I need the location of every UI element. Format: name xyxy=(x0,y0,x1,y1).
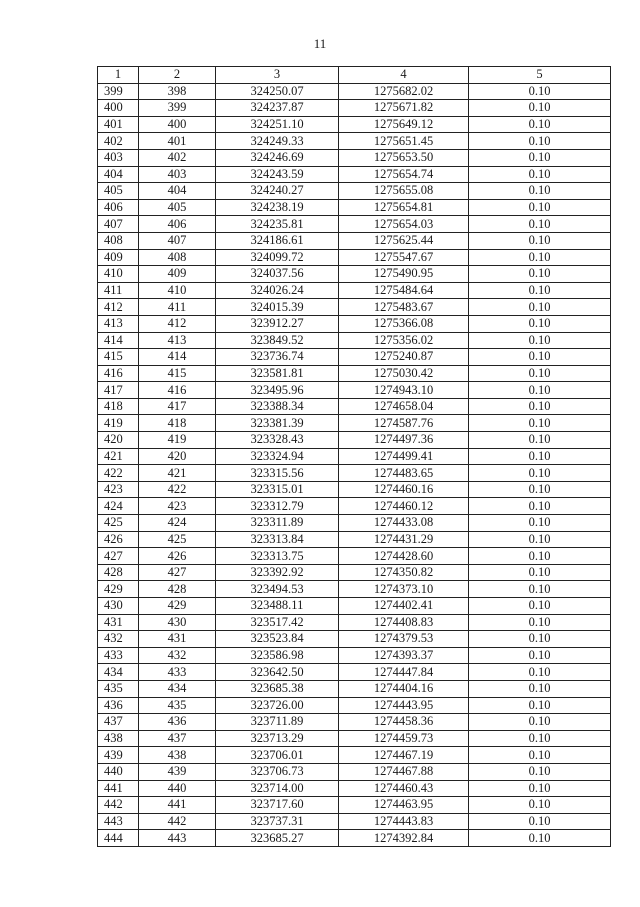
table-cell-col5: 0.10 xyxy=(469,780,611,797)
table-row xyxy=(98,232,611,249)
table-cell-col4: 1275649.12 xyxy=(339,116,469,133)
table-cell-col1: 417 xyxy=(98,382,139,399)
table-row xyxy=(98,730,611,747)
table-cell-col4: 1275240.87 xyxy=(339,349,469,366)
page-number: 11 xyxy=(313,36,327,51)
table-cell-col2: 407 xyxy=(139,232,216,249)
table-row xyxy=(98,631,611,648)
table-cell-col2: 439 xyxy=(139,763,216,780)
table-cell-col2: 402 xyxy=(139,149,216,166)
table-cell-col5: 0.10 xyxy=(469,664,611,681)
table-row xyxy=(98,481,611,498)
table-row xyxy=(98,199,611,216)
table-cell-col1: 416 xyxy=(98,365,139,382)
table-cell-col5: 0.10 xyxy=(469,133,611,150)
table-row xyxy=(98,315,611,332)
table-row xyxy=(98,133,611,150)
table-cell-col4: 1274658.04 xyxy=(339,398,469,415)
table-cell-col4: 1274433.08 xyxy=(339,515,469,532)
table-cell-col5: 0.10 xyxy=(469,216,611,233)
table-cell-col5: 0.10 xyxy=(469,315,611,332)
table-row xyxy=(98,365,611,382)
table-row xyxy=(98,382,611,399)
table-cell-col2: 438 xyxy=(139,747,216,764)
table-cell-col2: 419 xyxy=(139,432,216,449)
table-cell-col4: 1274402.41 xyxy=(339,598,469,615)
table-cell-col5: 0.10 xyxy=(469,183,611,200)
table-row xyxy=(98,465,611,482)
table-cell-col3: 323313.75 xyxy=(216,548,339,565)
table-cell-col3: 323726.00 xyxy=(216,697,339,714)
table-cell-col3: 324251.10 xyxy=(216,116,339,133)
table-row xyxy=(98,830,611,847)
table-cell-col1: 411 xyxy=(98,282,139,299)
table-cell-col4: 1274443.95 xyxy=(339,697,469,714)
table-row xyxy=(98,282,611,299)
table-cell-col5: 0.10 xyxy=(469,531,611,548)
table-cell-col4: 1274404.16 xyxy=(339,680,469,697)
table-cell-col5: 0.10 xyxy=(469,415,611,432)
table-cell-col4: 1275356.02 xyxy=(339,332,469,349)
table-cell-col5: 0.10 xyxy=(469,116,611,133)
table-cell-col1: 443 xyxy=(98,813,139,830)
table-row xyxy=(98,581,611,598)
table-body xyxy=(98,83,611,846)
table-row xyxy=(98,266,611,283)
table-cell-col1: 436 xyxy=(98,697,139,714)
table-cell-col1: 431 xyxy=(98,614,139,631)
table-row xyxy=(98,432,611,449)
table-cell-col3: 323392.92 xyxy=(216,564,339,581)
table-cell-col5: 0.10 xyxy=(469,581,611,598)
table-cell-col1: 444 xyxy=(98,830,139,847)
table-cell-col3: 323714.00 xyxy=(216,780,339,797)
table-cell-col2: 423 xyxy=(139,498,216,515)
table-row xyxy=(98,714,611,731)
table-cell-col2: 432 xyxy=(139,647,216,664)
table-cell-col3: 324186.61 xyxy=(216,232,339,249)
table-row xyxy=(98,448,611,465)
table-row xyxy=(98,647,611,664)
table-cell-col5: 0.10 xyxy=(469,830,611,847)
table-cell-col2: 429 xyxy=(139,598,216,615)
table-cell-col1: 412 xyxy=(98,299,139,316)
table-cell-col3: 324237.87 xyxy=(216,100,339,117)
table-cell-col3: 323912.27 xyxy=(216,315,339,332)
table-cell-col5: 0.10 xyxy=(469,282,611,299)
table-cell-col5: 0.10 xyxy=(469,730,611,747)
table-cell-col2: 443 xyxy=(139,830,216,847)
table-row xyxy=(98,415,611,432)
table-cell-col2: 408 xyxy=(139,249,216,266)
table-cell-col3: 323313.84 xyxy=(216,531,339,548)
table-row xyxy=(98,780,611,797)
table-cell-col1: 419 xyxy=(98,415,139,432)
table-cell-col3: 324238.19 xyxy=(216,199,339,216)
table-cell-col4: 1275483.67 xyxy=(339,299,469,316)
table-cell-col3: 323586.98 xyxy=(216,647,339,664)
table-row xyxy=(98,216,611,233)
table-cell-col3: 324250.07 xyxy=(216,83,339,100)
table-cell-col3: 323328.43 xyxy=(216,432,339,449)
table-cell-col1: 425 xyxy=(98,515,139,532)
table-cell-col5: 0.10 xyxy=(469,100,611,117)
table-cell-col5: 0.10 xyxy=(469,763,611,780)
table-row xyxy=(98,747,611,764)
table-cell-col5: 0.10 xyxy=(469,697,611,714)
table-cell-col4: 1274373.10 xyxy=(339,581,469,598)
table-cell-col1: 437 xyxy=(98,714,139,731)
table-cell-col4: 1274350.82 xyxy=(339,564,469,581)
table-cell-col2: 418 xyxy=(139,415,216,432)
table-cell-col2: 399 xyxy=(139,100,216,117)
table-cell-col1: 407 xyxy=(98,216,139,233)
table-cell-col2: 416 xyxy=(139,382,216,399)
table-cell-col2: 426 xyxy=(139,548,216,565)
table-cell-col3: 323495.96 xyxy=(216,382,339,399)
table-cell-col5: 0.10 xyxy=(469,647,611,664)
table-cell-col5: 0.10 xyxy=(469,548,611,565)
table-cell-col1: 440 xyxy=(98,763,139,780)
table-cell-col3: 323849.52 xyxy=(216,332,339,349)
table-cell-col1: 435 xyxy=(98,680,139,697)
table-cell-col4: 1275671.82 xyxy=(339,100,469,117)
table-cell-col3: 323717.60 xyxy=(216,797,339,814)
table-row xyxy=(98,166,611,183)
table-cell-col3: 323315.01 xyxy=(216,481,339,498)
table-cell-col3: 323737.31 xyxy=(216,813,339,830)
table-cell-col5: 0.10 xyxy=(469,266,611,283)
table-cell-col5: 0.10 xyxy=(469,797,611,814)
table-cell-col3: 323706.73 xyxy=(216,763,339,780)
table-cell-col3: 323711.89 xyxy=(216,714,339,731)
table-cell-col4: 1274943.10 xyxy=(339,382,469,399)
table-cell-col3: 323517.42 xyxy=(216,614,339,631)
table-cell-col5: 0.10 xyxy=(469,349,611,366)
table-cell-col1: 405 xyxy=(98,183,139,200)
table-row xyxy=(98,797,611,814)
table-cell-col2: 437 xyxy=(139,730,216,747)
table-cell-col5: 0.10 xyxy=(469,166,611,183)
table-cell-col2: 409 xyxy=(139,266,216,283)
table-cell-col2: 411 xyxy=(139,299,216,316)
table-row xyxy=(98,697,611,714)
table-cell-col5: 0.10 xyxy=(469,680,611,697)
table-cell-col5: 0.10 xyxy=(469,232,611,249)
table-cell-col1: 439 xyxy=(98,747,139,764)
table-cell-col3: 323312.79 xyxy=(216,498,339,515)
table-cell-col2: 427 xyxy=(139,564,216,581)
table-cell-col4: 1275366.08 xyxy=(339,315,469,332)
table-cell-col2: 428 xyxy=(139,581,216,598)
table-cell-col1: 401 xyxy=(98,116,139,133)
table-cell-col5: 0.10 xyxy=(469,398,611,415)
table-cell-col1: 421 xyxy=(98,448,139,465)
table-cell-col4: 1275625.44 xyxy=(339,232,469,249)
table-cell-col4: 1274467.19 xyxy=(339,747,469,764)
table-cell-col4: 1274497.36 xyxy=(339,432,469,449)
table-cell-col1: 438 xyxy=(98,730,139,747)
table-cell-col3: 323388.34 xyxy=(216,398,339,415)
table-cell-col1: 408 xyxy=(98,232,139,249)
table-cell-col5: 0.10 xyxy=(469,249,611,266)
table-cell-col1: 420 xyxy=(98,432,139,449)
table-cell-col4: 1274393.37 xyxy=(339,647,469,664)
table-row xyxy=(98,83,611,100)
table-cell-col3: 323311.89 xyxy=(216,515,339,532)
table-cell-col5: 0.10 xyxy=(469,199,611,216)
table-cell-col4: 1275490.95 xyxy=(339,266,469,283)
table-cell-col5: 0.10 xyxy=(469,432,611,449)
table-cell-col2: 436 xyxy=(139,714,216,731)
table-cell-col2: 403 xyxy=(139,166,216,183)
table-cell-col1: 441 xyxy=(98,780,139,797)
table-cell-col5: 0.10 xyxy=(469,332,611,349)
table-cell-col3: 324246.69 xyxy=(216,149,339,166)
table-row xyxy=(98,116,611,133)
table-cell-col5: 0.10 xyxy=(469,515,611,532)
table-cell-col4: 1275654.74 xyxy=(339,166,469,183)
table-cell-col2: 424 xyxy=(139,515,216,532)
table-cell-col2: 435 xyxy=(139,697,216,714)
table-cell-col4: 1275651.45 xyxy=(339,133,469,150)
table-cell-col3: 324037.56 xyxy=(216,266,339,283)
table-cell-col5: 0.10 xyxy=(469,747,611,764)
table-cell-col3: 323324.94 xyxy=(216,448,339,465)
table-cell-col1: 415 xyxy=(98,349,139,366)
table-cell-col5: 0.10 xyxy=(469,813,611,830)
table-cell-col2: 415 xyxy=(139,365,216,382)
table-cell-col4: 1274408.83 xyxy=(339,614,469,631)
table-cell-col3: 323494.53 xyxy=(216,581,339,598)
table-cell-col4: 1275655.08 xyxy=(339,183,469,200)
table-cell-col2: 425 xyxy=(139,531,216,548)
table-cell-col1: 429 xyxy=(98,581,139,598)
table-cell-col1: 409 xyxy=(98,249,139,266)
table-cell-col4: 1274460.16 xyxy=(339,481,469,498)
table-row xyxy=(98,598,611,615)
table-cell-col1: 406 xyxy=(98,199,139,216)
table-cell-col2: 440 xyxy=(139,780,216,797)
table-cell-col2: 405 xyxy=(139,199,216,216)
table-cell-col1: 403 xyxy=(98,149,139,166)
table-cell-col1: 422 xyxy=(98,465,139,482)
table-cell-col4: 1274447.84 xyxy=(339,664,469,681)
table-cell-col3: 323381.39 xyxy=(216,415,339,432)
table-cell-col1: 399 xyxy=(98,83,139,100)
table-cell-col2: 434 xyxy=(139,680,216,697)
table-cell-col5: 0.10 xyxy=(469,299,611,316)
table-cell-col4: 1275030.42 xyxy=(339,365,469,382)
table-row xyxy=(98,398,611,415)
table-row xyxy=(98,680,611,697)
column-header-3: 3 xyxy=(216,67,339,84)
table-cell-col5: 0.10 xyxy=(469,714,611,731)
table-cell-col2: 410 xyxy=(139,282,216,299)
table-cell-col2: 414 xyxy=(139,349,216,366)
table-cell-col1: 413 xyxy=(98,315,139,332)
table-cell-col3: 324249.33 xyxy=(216,133,339,150)
table-cell-col5: 0.10 xyxy=(469,631,611,648)
table-cell-col2: 431 xyxy=(139,631,216,648)
table-cell-col3: 324015.39 xyxy=(216,299,339,316)
table-cell-col4: 1274458.36 xyxy=(339,714,469,731)
table-cell-col3: 324235.81 xyxy=(216,216,339,233)
table-cell-col2: 442 xyxy=(139,813,216,830)
table-row xyxy=(98,763,611,780)
table-cell-col1: 430 xyxy=(98,598,139,615)
table-row xyxy=(98,548,611,565)
table-cell-col4: 1274459.73 xyxy=(339,730,469,747)
table-row xyxy=(98,349,611,366)
table-row xyxy=(98,664,611,681)
table-cell-col3: 323581.81 xyxy=(216,365,339,382)
table-cell-col4: 1274428.60 xyxy=(339,548,469,565)
table-cell-col1: 428 xyxy=(98,564,139,581)
table-cell-col5: 0.10 xyxy=(469,83,611,100)
table-cell-col5: 0.10 xyxy=(469,614,611,631)
table-cell-col4: 1274467.88 xyxy=(339,763,469,780)
table-cell-col1: 427 xyxy=(98,548,139,565)
table-cell-col4: 1275682.02 xyxy=(339,83,469,100)
table-cell-col3: 323315.56 xyxy=(216,465,339,482)
table-cell-col5: 0.10 xyxy=(469,382,611,399)
table-cell-col4: 1275484.64 xyxy=(339,282,469,299)
table-cell-col3: 323736.74 xyxy=(216,349,339,366)
table-cell-col4: 1274463.95 xyxy=(339,797,469,814)
table-cell-col1: 402 xyxy=(98,133,139,150)
table-cell-col1: 418 xyxy=(98,398,139,415)
column-header-5: 5 xyxy=(469,67,611,84)
table-row xyxy=(98,531,611,548)
table-cell-col2: 433 xyxy=(139,664,216,681)
table-cell-col5: 0.10 xyxy=(469,465,611,482)
table-cell-col5: 0.10 xyxy=(469,481,611,498)
table-cell-col2: 412 xyxy=(139,315,216,332)
column-header-4: 4 xyxy=(339,67,469,84)
table-cell-col2: 420 xyxy=(139,448,216,465)
table-cell-col2: 413 xyxy=(139,332,216,349)
table-cell-col4: 1274587.76 xyxy=(339,415,469,432)
table-cell-col4: 1274443.83 xyxy=(339,813,469,830)
table-row xyxy=(98,332,611,349)
table-cell-col2: 400 xyxy=(139,116,216,133)
table-cell-col2: 404 xyxy=(139,183,216,200)
table-cell-col2: 417 xyxy=(139,398,216,415)
table-cell-col5: 0.10 xyxy=(469,149,611,166)
table-cell-col4: 1274483.65 xyxy=(339,465,469,482)
table-cell-col1: 410 xyxy=(98,266,139,283)
table-cell-col4: 1274379.53 xyxy=(339,631,469,648)
table-cell-col4: 1274431.29 xyxy=(339,531,469,548)
table-cell-col3: 324240.27 xyxy=(216,183,339,200)
table-row xyxy=(98,149,611,166)
table-cell-col2: 406 xyxy=(139,216,216,233)
table-cell-col2: 398 xyxy=(139,83,216,100)
table-header-row xyxy=(98,67,611,84)
table-cell-col3: 323685.27 xyxy=(216,830,339,847)
table-cell-col4: 1274499.41 xyxy=(339,448,469,465)
table-cell-col5: 0.10 xyxy=(469,498,611,515)
table-row xyxy=(98,249,611,266)
table-cell-col4: 1275653.50 xyxy=(339,149,469,166)
table-cell-col3: 323685.38 xyxy=(216,680,339,697)
table-cell-col1: 432 xyxy=(98,631,139,648)
column-header-1: 1 xyxy=(98,67,139,84)
table-cell-col1: 414 xyxy=(98,332,139,349)
table-row xyxy=(98,564,611,581)
table-row xyxy=(98,813,611,830)
table-cell-col3: 323706.01 xyxy=(216,747,339,764)
table-cell-col3: 324026.24 xyxy=(216,282,339,299)
table-cell-col3: 324243.59 xyxy=(216,166,339,183)
table-cell-col1: 424 xyxy=(98,498,139,515)
table-cell-col1: 434 xyxy=(98,664,139,681)
column-header-2: 2 xyxy=(139,67,216,84)
table-cell-col3: 323642.50 xyxy=(216,664,339,681)
table-cell-col2: 421 xyxy=(139,465,216,482)
table-cell-col3: 323713.29 xyxy=(216,730,339,747)
table-cell-col4: 1274460.43 xyxy=(339,780,469,797)
table-row xyxy=(98,515,611,532)
table-cell-col4: 1275654.81 xyxy=(339,199,469,216)
table-cell-col4: 1275654.03 xyxy=(339,216,469,233)
table-cell-col1: 423 xyxy=(98,481,139,498)
table-cell-col1: 442 xyxy=(98,797,139,814)
table-cell-col2: 401 xyxy=(139,133,216,150)
table-row xyxy=(98,498,611,515)
table-cell-col2: 430 xyxy=(139,614,216,631)
table-cell-col3: 323488.11 xyxy=(216,598,339,615)
table-row xyxy=(98,100,611,117)
table-cell-col4: 1274392.84 xyxy=(339,830,469,847)
table-cell-col1: 426 xyxy=(98,531,139,548)
table-cell-col4: 1275547.67 xyxy=(339,249,469,266)
table-cell-col5: 0.10 xyxy=(469,448,611,465)
table-cell-col2: 441 xyxy=(139,797,216,814)
table-cell-col1: 400 xyxy=(98,100,139,117)
table-cell-col3: 323523.84 xyxy=(216,631,339,648)
table-cell-col5: 0.10 xyxy=(469,564,611,581)
coordinates-table xyxy=(97,66,611,847)
table-row xyxy=(98,183,611,200)
table-row xyxy=(98,299,611,316)
table-cell-col1: 404 xyxy=(98,166,139,183)
table-cell-col2: 422 xyxy=(139,481,216,498)
table-cell-col5: 0.10 xyxy=(469,598,611,615)
table-row xyxy=(98,614,611,631)
table-cell-col4: 1274460.12 xyxy=(339,498,469,515)
table-cell-col3: 324099.72 xyxy=(216,249,339,266)
table-cell-col5: 0.10 xyxy=(469,365,611,382)
table-cell-col1: 433 xyxy=(98,647,139,664)
